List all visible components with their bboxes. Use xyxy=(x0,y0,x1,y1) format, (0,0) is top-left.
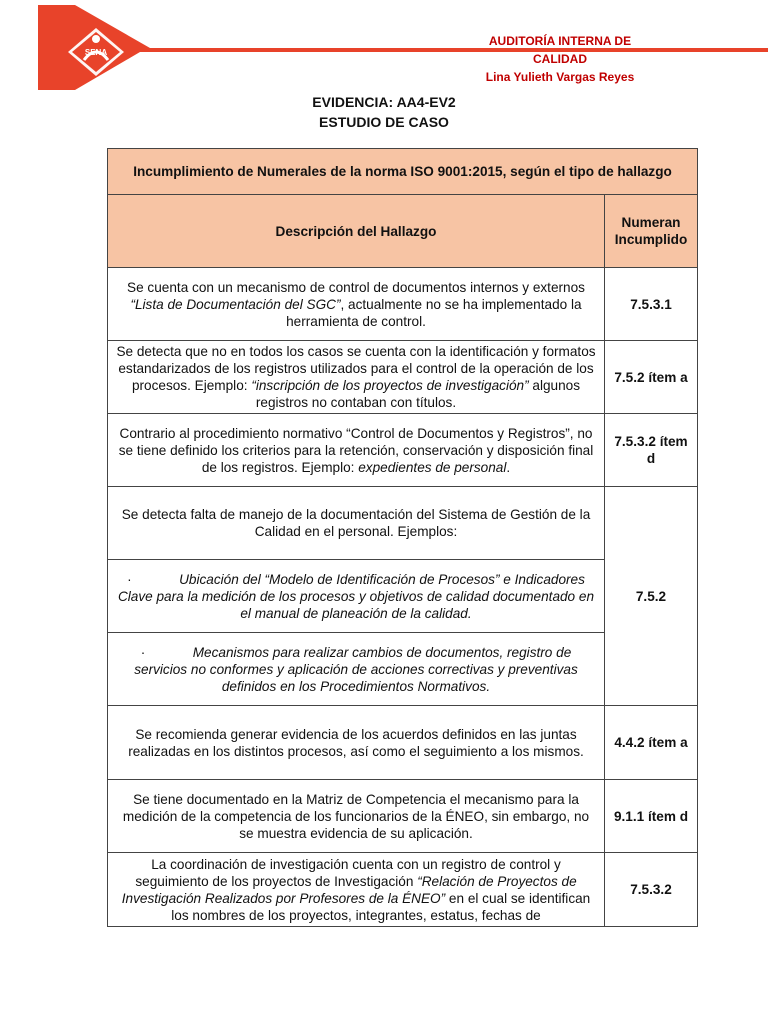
finding-description: Contrario al procedimiento normativo “Control de Documentos y Registros”, no se tiene definido los criterios para la retención, conservación y disposición final de los registros. Ejemplo: expedientes de personal. xyxy=(108,414,605,487)
finding-number: 7.5.3.2 xyxy=(605,853,698,927)
header-author: Lina Yulieth Vargas Reyes xyxy=(485,70,635,84)
table-header-row xyxy=(108,195,698,268)
bullet: · xyxy=(127,571,132,587)
table-row xyxy=(108,414,698,487)
column-header-number: Numeran Incumplido xyxy=(605,195,698,268)
finding-number: 7.5.3.2 ítem d xyxy=(605,414,698,487)
finding-example: · Ubicación del “Modelo de Identificación de Procesos” e Indicadores Clave para la medición de los procesos y objetivos de calidad documentado en el manual de planeación de la calidad. xyxy=(108,560,605,633)
finding-description: La coordinación de investigación cuenta con un registro de control y seguimiento de los proyectos de Investigación “Relación de Proyectos de Investigación Realizados por Profesores de la ÉNEO” en el cual se identifican los nombres de los proyectos, integrantes, estatus, fechas de xyxy=(108,853,605,927)
finding-description: Se recomienda generar evidencia de los acuerdos definidos en las juntas realizadas en los distintos procesos, así como el seguimiento a los mismos. xyxy=(108,706,605,780)
banner-swoosh xyxy=(38,5,768,90)
finding-description: Se cuenta con un mecanismo de control de documentos internos y externos “Lista de Documentación del SGC”, actualmente no se ha implementado la herramienta de control. xyxy=(108,268,605,341)
finding-description: Se tiene documentado en la Matriz de Competencia el mecanismo para la medición de la competencia de los funcionarios de la ÉNEO, sin embargo, no se muestra evidencia de su aplicación. xyxy=(108,780,605,853)
table-row xyxy=(108,780,698,853)
finding-example: · Mecanismos para realizar cambios de documentos, registro de servicios no conformes y aplicación de acciones correctivas y preventivas definidos en los Procedimientos Normativos. xyxy=(108,633,605,706)
table-row xyxy=(108,706,698,780)
header-title-line2: CALIDAD xyxy=(533,52,587,66)
table-row xyxy=(108,268,698,341)
evidence-title: EVIDENCIA: AA4-EV2 xyxy=(312,94,456,110)
column-header-description: Descripción del Hallazgo xyxy=(108,195,605,268)
table-title: Incumplimiento de Numerales de la norma ISO 9001:2015, según el tipo de hallazgo xyxy=(108,149,698,195)
table-row xyxy=(108,487,698,560)
finding-number: 9.1.1 ítem d xyxy=(605,780,698,853)
table-row xyxy=(108,853,698,927)
table-row xyxy=(108,341,698,414)
finding-number: 7.5.3.1 xyxy=(605,268,698,341)
finding-number: 7.5.2 ítem a xyxy=(605,341,698,414)
finding-description: Se detecta que no en todos los casos se cuenta con la identificación y formatos estandarizados de los registros utilizados para el control de la operación de los procesos. Ejemplo: “inscripción de los proyectos de investigación” algunos registros no contaban con títulos. xyxy=(108,341,605,414)
finding-number: 4.4.2 ítem a xyxy=(605,706,698,780)
findings-table xyxy=(107,148,698,927)
svg-text:SENA: SENA xyxy=(84,48,108,57)
finding-number: 7.5.2 xyxy=(605,487,698,706)
finding-description: Se detecta falta de manejo de la documentación del Sistema de Gestión de la Calidad en el personal. Ejemplos: xyxy=(108,487,605,560)
header-banner xyxy=(0,0,768,90)
header-title-line1: AUDITORÍA INTERNA DE xyxy=(488,34,632,48)
case-study-title: ESTUDIO DE CASO xyxy=(319,114,449,130)
bullet: · xyxy=(140,644,146,660)
document-titles xyxy=(0,92,768,132)
table-title-row xyxy=(108,149,698,195)
header-title-block xyxy=(470,32,650,86)
